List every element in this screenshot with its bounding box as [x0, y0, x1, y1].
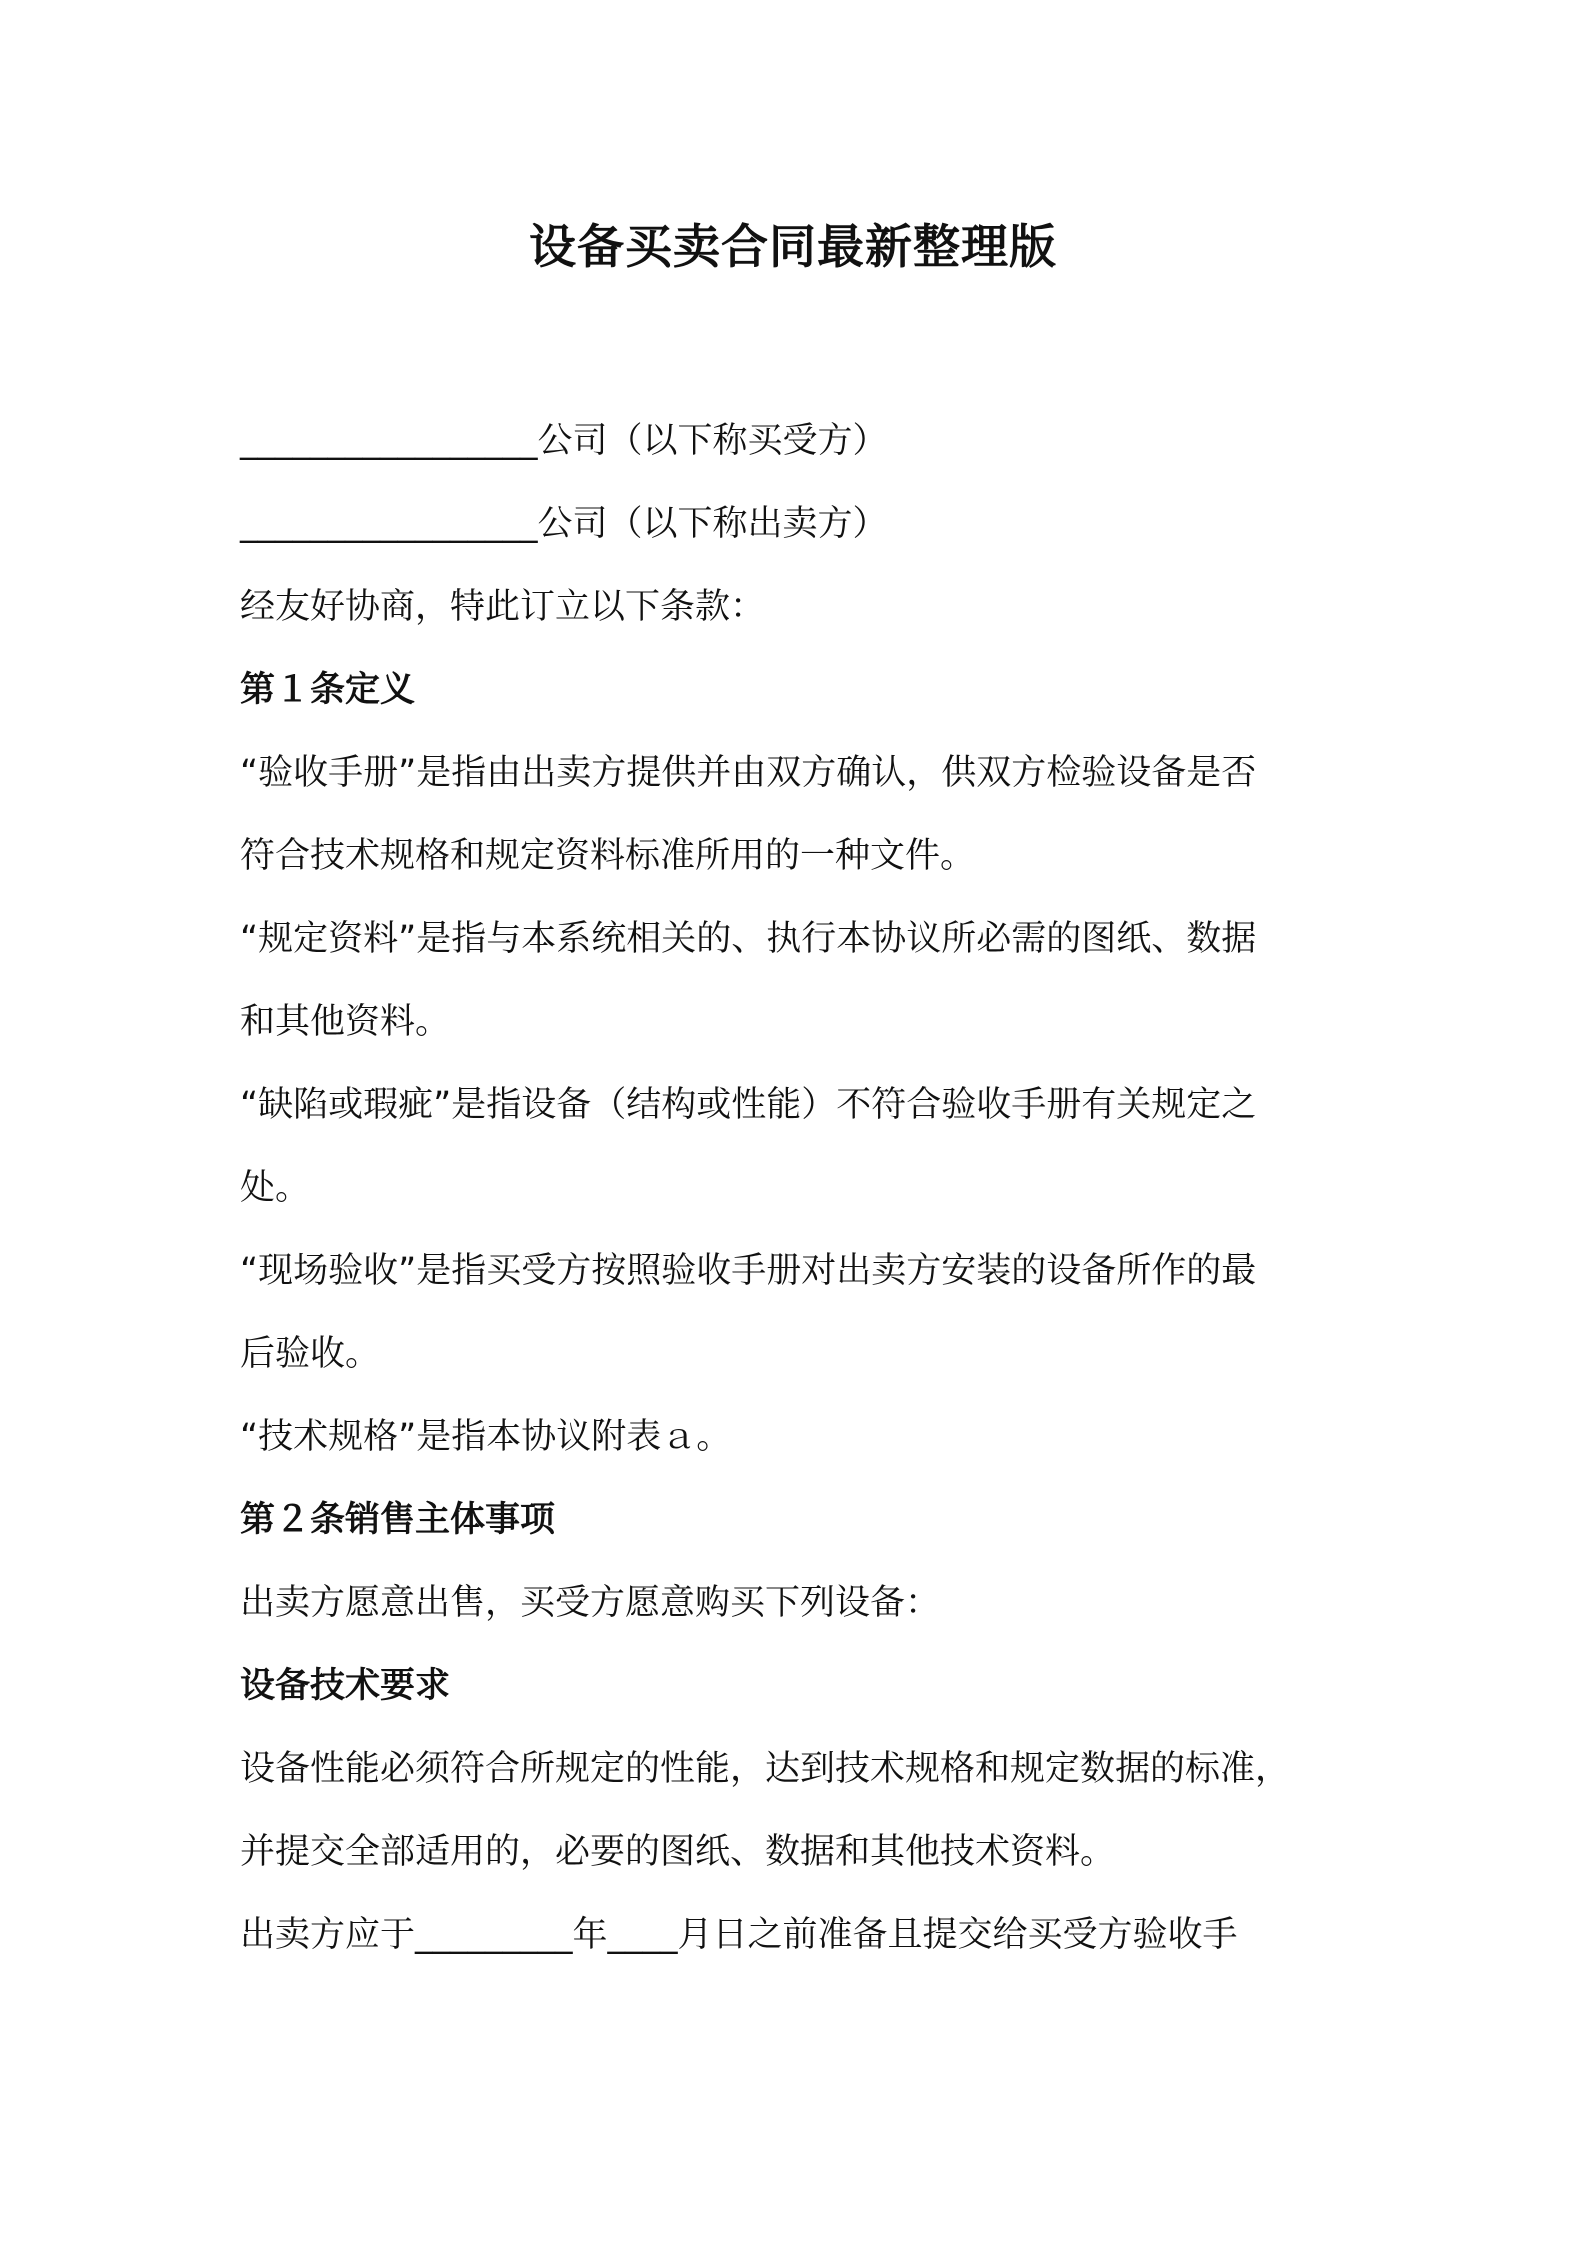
definition-line: “现场验收”是指买受方按照验收手册对出卖方安装的设备所作的最: [240, 1251, 1257, 1291]
definition-line: “缺陷或瑕疵”是指设备（结构或性能）不符合验收手册有关规定之: [240, 1085, 1257, 1125]
party-seller-line: _________________公司（以下称出卖方）: [240, 504, 888, 544]
definition-line: 后验收。: [240, 1334, 381, 1374]
document-body: [240, 400, 1365, 1977]
definition-line: “技术规格”是指本协议附表ａ。: [240, 1417, 732, 1457]
body-line: 并提交全部适用的，必要的图纸、数据和其他技术资料。: [240, 1832, 1116, 1872]
definition-line: “规定资料”是指与本系统相关的、执行本协议所必需的图纸、数据: [240, 919, 1257, 959]
definition-line: 和其他资料。: [240, 1002, 451, 1042]
party-buyer-line: _________________公司（以下称买受方）: [240, 421, 888, 461]
definition-line: 处。: [240, 1168, 311, 1208]
article-2-heading: 第２条销售主体事项: [240, 1500, 556, 1540]
definition-line: 符合技术规格和规定资料标准所用的一种文件。: [240, 836, 976, 876]
article-1-heading: 第１条定义: [240, 670, 416, 710]
body-line: 出卖方应于_________年____月日之前准备且提交给买受方验收手: [240, 1915, 1238, 1955]
body-line: 出卖方愿意出售，买受方愿意购买下列设备：: [240, 1583, 941, 1623]
section-heading: 设备技术要求: [240, 1666, 451, 1706]
preamble-line: 经友好协商，特此订立以下条款：: [240, 587, 766, 627]
document-title: 设备买卖合同最新整理版: [529, 220, 1057, 275]
definition-line: “验收手册”是指由出卖方提供并由双方确认，供双方检验设备是否: [240, 753, 1257, 793]
body-line: 设备性能必须符合所规定的性能，达到技术规格和规定数据的标准，: [240, 1749, 1291, 1789]
